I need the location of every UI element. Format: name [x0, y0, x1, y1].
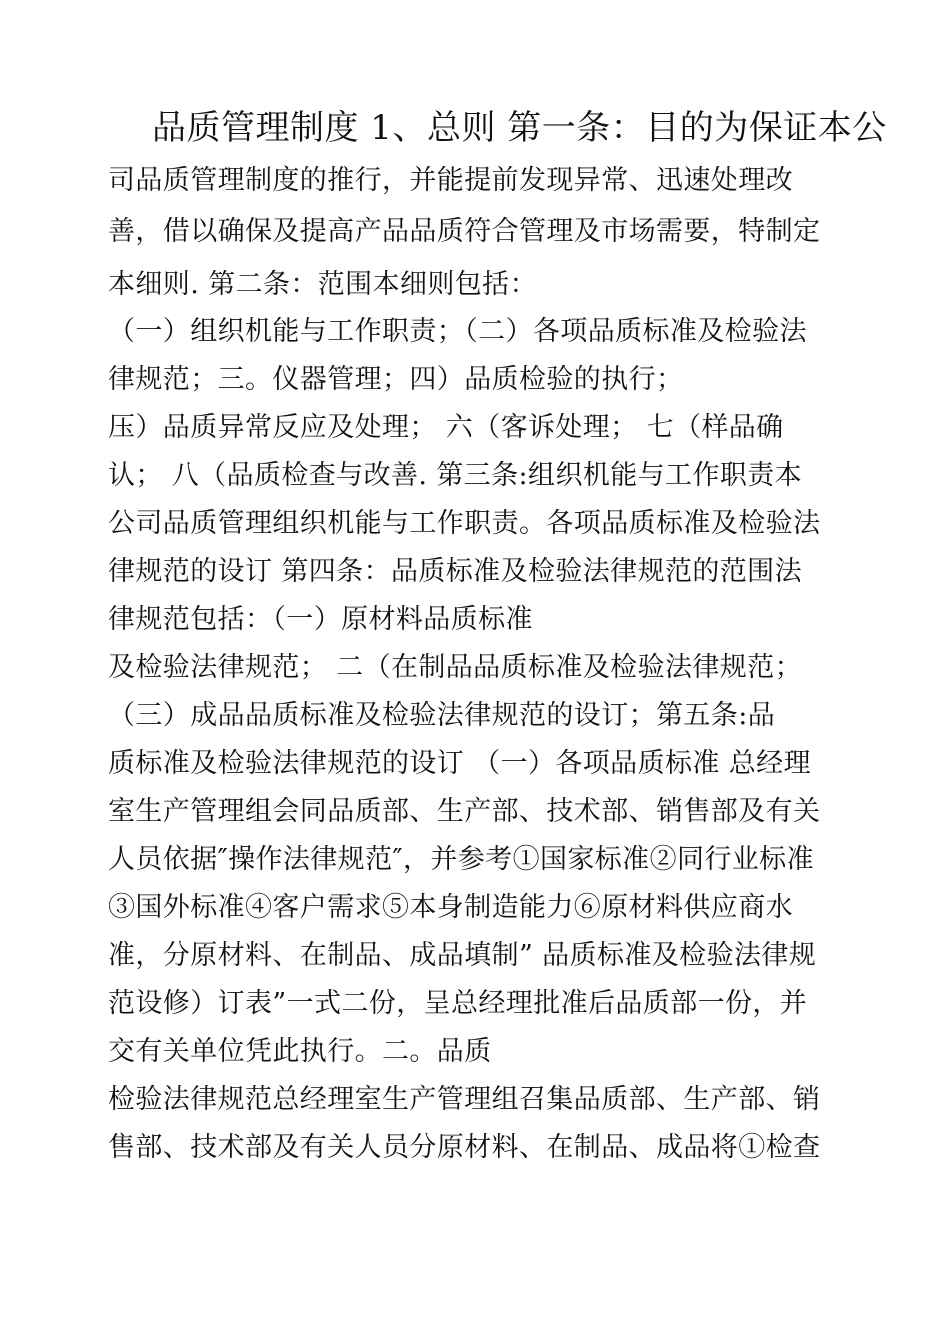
text-line: 压）品质异常反应及处理； 六（客诉处理； 七（样品确	[108, 412, 784, 443]
text-line: 认； 八（品质检查与改善. 第三条:组织机能与工作职责本	[108, 460, 803, 491]
text-line-title: 品质管理制度 1、总则 第一条：目的为保证本公	[152, 108, 887, 148]
text-line: 准，分原材料、在制品、成品填制” 品质标准及检验法律规	[108, 940, 817, 971]
text-line: 售部、技术部及有关人员分原材料、在制品、成品将①检查	[108, 1132, 821, 1163]
text-line: 公司品质管理组织机能与工作职责。各项品质标准及检验法	[108, 508, 821, 539]
text-line: 善，借以确保及提高产品品质符合管理及市场需要，特制定	[108, 216, 821, 247]
text-line: 律规范；三。仪器管理；四）品质检验的执行；	[108, 364, 684, 395]
text-line: 检验法律规范总经理室生产管理组召集品质部、生产部、销	[108, 1084, 821, 1115]
text-line: ③国外标准④客户需求⑤本身制造能力⑥原材料供应商水	[108, 892, 793, 923]
text-line: 本细则. 第二条：范围本细则包括：	[108, 269, 537, 300]
text-line: （三）成品品质标准及检验法律规范的设订；第五条:品	[108, 700, 776, 731]
text-line: 司品质管理制度的推行，并能提前发现异常、迅速处理改	[108, 165, 793, 196]
text-line: 室生产管理组会同品质部、生产部、技术部、销售部及有关	[108, 796, 821, 827]
text-line: 交有关单位凭此执行。二。品质	[108, 1036, 492, 1067]
text-line: 律规范包括：（一）原材料品质标准	[108, 604, 533, 635]
text-line: 范设修）订表”一式二份，呈总经理批准后品质部一份，并	[108, 988, 808, 1019]
text-line: 质标准及检验法律规范的设订 （一）各项品质标准 总经理	[108, 748, 811, 779]
text-line: 律规范的设订 第四条：品质标准及检验法律规范的范围法	[108, 556, 802, 587]
text-line: （一）组织机能与工作职责；（二）各项品质标准及检验法	[108, 316, 807, 347]
text-line: 人员依据″操作法律规范″，并参考①国家标准②同行业标准	[108, 844, 814, 875]
text-line: 及检验法律规范； 二（在制品品质标准及检验法律规范；	[108, 652, 802, 683]
